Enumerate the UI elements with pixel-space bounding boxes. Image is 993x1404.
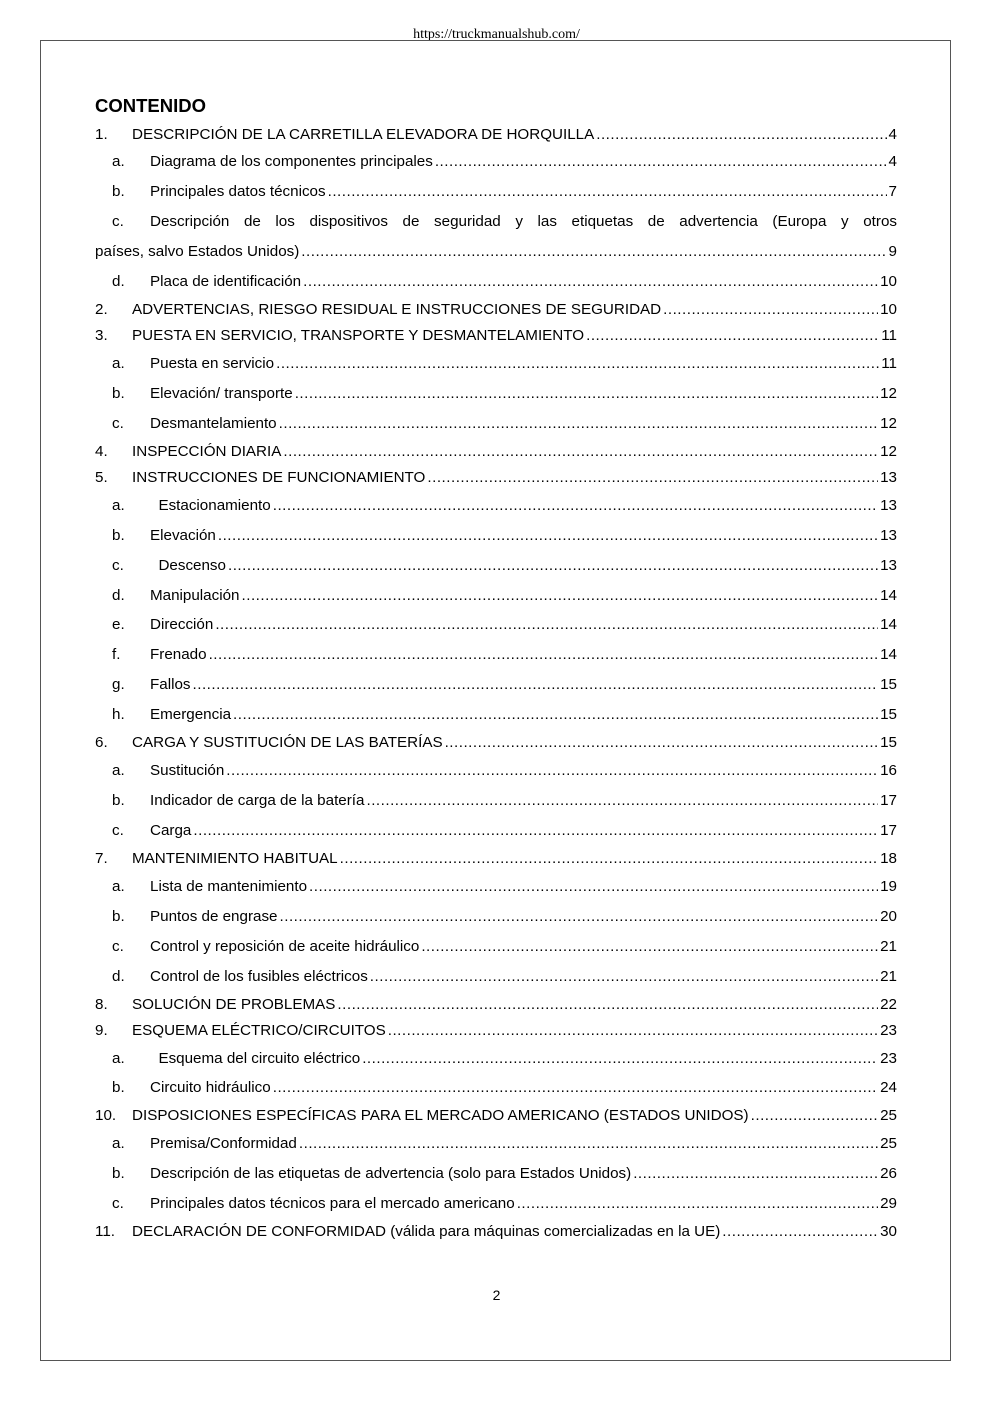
toc-entry-text: Esquema del circuito eléctrico: [150, 1050, 361, 1067]
toc-section[interactable]: [95, 1021, 897, 1041]
toc-leader-dots: [273, 1078, 878, 1098]
toc-entry-number: b.: [112, 792, 125, 809]
toc-entry-page: 11: [881, 327, 897, 344]
toc-leader-dots: [226, 761, 878, 781]
toc-entry-number: c.: [112, 822, 124, 839]
toc-entry-text: Sustitución: [150, 762, 225, 779]
toc-leader-dots: [215, 615, 878, 635]
toc-subsection[interactable]: [95, 761, 897, 781]
toc-subsection[interactable]: [95, 384, 897, 404]
toc-entry-page: 23: [880, 1050, 897, 1067]
toc-subsection[interactable]: [95, 615, 897, 635]
toc-entry-text: Descenso: [150, 557, 226, 574]
toc-leader-dots: [633, 1164, 878, 1184]
toc-leader-dots: [193, 821, 878, 841]
toc-leader-dots: [427, 468, 878, 488]
toc-entry-text: Principales datos técnicos para el mercado americano: [150, 1195, 515, 1212]
toc-entry-number: c.: [112, 938, 124, 955]
toc-entry-number: b.: [112, 1079, 125, 1096]
toc-leader-dots: [295, 384, 878, 404]
toc-entry-page: 26: [880, 1165, 897, 1182]
toc-subsection[interactable]: [95, 526, 897, 546]
toc-entry-number: b.: [112, 385, 125, 402]
toc-leader-dots: [193, 675, 879, 695]
toc-subsection[interactable]: [95, 1194, 897, 1214]
toc-section[interactable]: [95, 1106, 897, 1126]
toc-entry-text: INSPECCIÓN DIARIA: [132, 443, 282, 460]
toc-entry-number: a.: [112, 1050, 125, 1067]
toc-leader-dots: [340, 849, 878, 869]
toc-entry-text: PUESTA EN SERVICIO, TRANSPORTE Y DESMANTELAMIENTO: [132, 327, 585, 344]
toc-entry-page: 14: [880, 587, 897, 604]
toc-entry-number: a.: [112, 153, 125, 170]
toc-leader-dots: [209, 645, 879, 665]
toc-entry-text: Principales datos técnicos: [150, 183, 326, 200]
toc-subsection[interactable]: [95, 496, 897, 516]
toc-entry-number: h.: [112, 706, 125, 723]
toc-leader-dots: [303, 272, 878, 292]
toc-entry-page: 15: [880, 734, 897, 751]
toc-entry-number: 8.: [95, 996, 108, 1013]
toc-entry-number: c.: [112, 213, 124, 230]
toc-entry-page: 12: [880, 415, 897, 432]
toc-leader-dots: [309, 877, 878, 897]
toc-subsection[interactable]: [95, 937, 897, 957]
toc-entry-number: c.: [112, 557, 124, 574]
toc-entry-text: Indicador de carga de la batería: [150, 792, 365, 809]
toc-leader-dots: [586, 326, 879, 346]
toc-entry-page: 24: [880, 1079, 897, 1096]
toc-entry-number: 9.: [95, 1022, 108, 1039]
toc-leader-dots: [301, 242, 886, 262]
toc-leader-dots: [421, 937, 878, 957]
toc-entry-page: 11: [881, 355, 897, 372]
toc-subsection[interactable]: [95, 1134, 897, 1154]
toc-leader-dots: [596, 125, 886, 145]
toc-section[interactable]: [95, 849, 897, 869]
toc-entry-number: 11.: [95, 1223, 115, 1240]
toc-leader-dots: [218, 526, 878, 546]
toc-leader-dots: [299, 1134, 878, 1154]
toc-entry-text: Estacionamiento: [150, 497, 271, 514]
toc-entry-number: b.: [112, 908, 125, 925]
toc-section[interactable]: [95, 300, 897, 320]
toc-entry-number: 10.: [95, 1107, 117, 1124]
toc-entry-number: b.: [112, 183, 125, 200]
toc-entry-page: 14: [880, 646, 897, 663]
toc-entry-page: 12: [880, 385, 897, 402]
toc-entry-page: 4: [888, 126, 897, 143]
toc-subsection[interactable]: [95, 354, 897, 374]
page-number: 2: [492, 1287, 501, 1303]
toc-entry-page: 17: [880, 822, 897, 839]
toc-entry-text: Lista de mantenimiento: [150, 878, 308, 895]
toc-section[interactable]: [95, 733, 897, 753]
toc-entry-page: 18: [880, 850, 897, 867]
toc-entry-text: SOLUCIÓN DE PROBLEMAS: [132, 996, 336, 1013]
toc-entry-page: 16: [880, 762, 897, 779]
toc-entry-text: Control de los fusibles eléctricos: [150, 968, 368, 985]
toc-entry-number: d.: [112, 587, 125, 604]
toc-entry-page: 13: [880, 497, 897, 514]
toc-entry-text: INSTRUCCIONES DE FUNCIONAMIENTO: [132, 469, 426, 486]
toc-entry-page: 19: [880, 878, 897, 895]
toc-entry-text: Desmantelamiento: [150, 415, 277, 432]
toc-leader-dots: [328, 182, 887, 202]
toc-entry-text: DESCRIPCIÓN DE LA CARRETILLA ELEVADORA DE HORQUILLA: [132, 126, 595, 143]
toc-entry-page: 25: [880, 1135, 897, 1152]
toc-entry-page: 13: [880, 469, 897, 486]
toc-entry-page: 21: [880, 968, 897, 985]
toc-leader-dots: [283, 442, 878, 462]
toc-entry-page: 15: [880, 676, 897, 693]
toc-entry-text: Descripción de los dispositivos de seguridad y las etiquetas de advertencia (Europa y otros: [150, 213, 897, 230]
toc-subsection[interactable]: [95, 1049, 897, 1069]
toc-subsection[interactable]: [95, 182, 897, 202]
toc-leader-dots: [233, 705, 878, 725]
toc-entry-text: Descripción de las etiquetas de advertencia (solo para Estados Unidos): [150, 1165, 632, 1182]
toc-entry-number: a.: [112, 355, 125, 372]
toc-entry-text: Puntos de engrase: [150, 908, 278, 925]
toc-entry[interactable]: [95, 212, 897, 262]
toc-section[interactable]: [95, 995, 897, 1015]
toc-entry-text: Circuito hidráulico: [150, 1079, 271, 1096]
toc-leader-dots: [370, 967, 878, 987]
toc-entry-page: 9: [888, 243, 897, 260]
toc-leader-dots: [273, 496, 878, 516]
toc-leader-dots: [279, 414, 878, 434]
toc-entry-text: Frenado: [150, 646, 207, 663]
toc-entry-text: Elevación: [150, 527, 216, 544]
toc-entry-text: Emergencia: [150, 706, 232, 723]
toc-entry-number: a.: [112, 762, 125, 779]
toc-entry-number: d.: [112, 273, 125, 290]
toc-entry-number: f.: [112, 646, 121, 663]
toc-subsection[interactable]: [95, 791, 897, 811]
toc-entry-page: 29: [880, 1195, 897, 1212]
toc-subsection[interactable]: [95, 1078, 897, 1098]
toc-entry-page: 10: [880, 301, 897, 318]
toc-entry-text: CARGA Y SUSTITUCIÓN DE LAS BATERÍAS: [132, 734, 443, 751]
toc-entry-number: b.: [112, 527, 125, 544]
toc-subsection[interactable]: [95, 152, 897, 172]
toc-entry-page: 21: [880, 938, 897, 955]
toc-entry-number: c.: [112, 1195, 124, 1212]
toc-section[interactable]: [95, 442, 897, 462]
toc-subsection[interactable]: [95, 645, 897, 665]
toc-leader-dots: [663, 300, 878, 320]
toc-entry-page: 17: [880, 792, 897, 809]
toc-leader-dots: [751, 1106, 878, 1126]
toc-entry-page: 7: [888, 183, 897, 200]
toc-leader-dots: [388, 1021, 878, 1041]
toc-entry-number: 3.: [95, 327, 108, 344]
toc-entry-text: Dirección: [150, 616, 214, 633]
toc-entry-page: 14: [880, 616, 897, 633]
toc-entry-text: ADVERTENCIAS, RIESGO RESIDUAL E INSTRUCCIONES DE SEGURIDAD: [132, 301, 662, 318]
toc-entry-text: Control y reposición de aceite hidráulico: [150, 938, 420, 955]
toc-entry-page: 10: [880, 273, 897, 290]
toc-entry-number: c.: [112, 415, 124, 432]
toc-entry-page: 15: [880, 706, 897, 723]
toc-entry-text: DISPOSICIONES ESPECÍFICAS PARA EL MERCADO AMERICANO (ESTADOS UNIDOS): [132, 1107, 749, 1124]
toc-entry-text: Premisa/Conformidad: [150, 1135, 297, 1152]
toc-entry-number: 7.: [95, 850, 108, 867]
toc-section[interactable]: [95, 326, 897, 346]
toc-entry-text: Puesta en servicio: [150, 355, 275, 372]
toc-entry-text: MANTENIMIENTO HABITUAL: [132, 850, 338, 867]
toc-subsection[interactable]: [95, 1164, 897, 1184]
toc-leader-dots: [228, 556, 878, 576]
toc-entry-text: DECLARACIÓN DE CONFORMIDAD (válida para máquinas comercializadas en la UE): [132, 1223, 721, 1240]
toc-entry-text: Fallos: [150, 676, 191, 693]
toc-entry-page: 20: [880, 908, 897, 925]
toc-entry-number: b.: [112, 1165, 125, 1182]
toc-section[interactable]: [95, 1222, 897, 1242]
toc-entry-number: 2.: [95, 301, 108, 318]
toc-entry-page: 13: [880, 557, 897, 574]
toc-entry-text: Diagrama de los componentes principales: [150, 153, 433, 170]
toc-subsection[interactable]: [95, 556, 897, 576]
toc-subsection[interactable]: [95, 967, 897, 987]
toc-entry-number: g.: [112, 676, 125, 693]
toc-subsection[interactable]: [95, 877, 897, 897]
toc-entry-page: 23: [880, 1022, 897, 1039]
toc-entry-number: a.: [112, 1135, 125, 1152]
toc-leader-dots: [276, 354, 879, 374]
toc-leader-dots: [337, 995, 878, 1015]
toc-subsection[interactable]: [95, 821, 897, 841]
toc-leader-dots: [445, 733, 879, 753]
toc-entry-text: Carga: [150, 822, 192, 839]
toc-leader-dots: [242, 586, 879, 606]
toc-entry-text-continued: países, salvo Estados Unidos): [95, 243, 300, 260]
header-url: https://truckmanualshub.com/: [413, 27, 580, 42]
toc-leader-dots: [722, 1222, 878, 1242]
toc-subsection[interactable]: [95, 705, 897, 725]
toc-entry-text: Elevación/ transporte: [150, 385, 293, 402]
toc-subsection[interactable]: [95, 675, 897, 695]
toc-entry-page: 25: [880, 1107, 897, 1124]
toc-leader-dots: [280, 907, 879, 927]
toc-entry-number: 4.: [95, 443, 108, 460]
toc-entry-page: 12: [880, 443, 897, 460]
toc-entry-number: d.: [112, 968, 125, 985]
toc-subsection[interactable]: [95, 586, 897, 606]
toc-section[interactable]: [95, 468, 897, 488]
toc-entry-page: 30: [880, 1223, 897, 1240]
toc-leader-dots: [435, 152, 887, 172]
toc-entry-number: a.: [112, 878, 125, 895]
toc-subsection[interactable]: [95, 272, 897, 292]
toc-entry-text: Manipulación: [150, 587, 240, 604]
toc-subsection[interactable]: [95, 907, 897, 927]
toc-entry-page: 13: [880, 527, 897, 544]
toc-entry-number: 6.: [95, 734, 108, 751]
toc-entry-number: 1.: [95, 126, 108, 143]
toc-section[interactable]: [95, 125, 897, 145]
toc-entry-number: e.: [112, 616, 125, 633]
toc-leader-dots: [366, 791, 878, 811]
toc-leader-dots: [517, 1194, 878, 1214]
toc-entry-text: ESQUEMA ELÉCTRICO/CIRCUITOS: [132, 1022, 386, 1039]
toc-leader-dots: [362, 1049, 878, 1069]
toc-subsection[interactable]: [95, 414, 897, 434]
toc-title: CONTENIDO: [95, 95, 206, 116]
toc-entry-number: 5.: [95, 469, 108, 486]
toc-entry-number: a.: [112, 497, 125, 514]
toc-entry-page: 4: [888, 153, 897, 170]
toc-entry-text: Placa de identificación: [150, 273, 302, 290]
toc-entry-page: 22: [880, 996, 897, 1013]
